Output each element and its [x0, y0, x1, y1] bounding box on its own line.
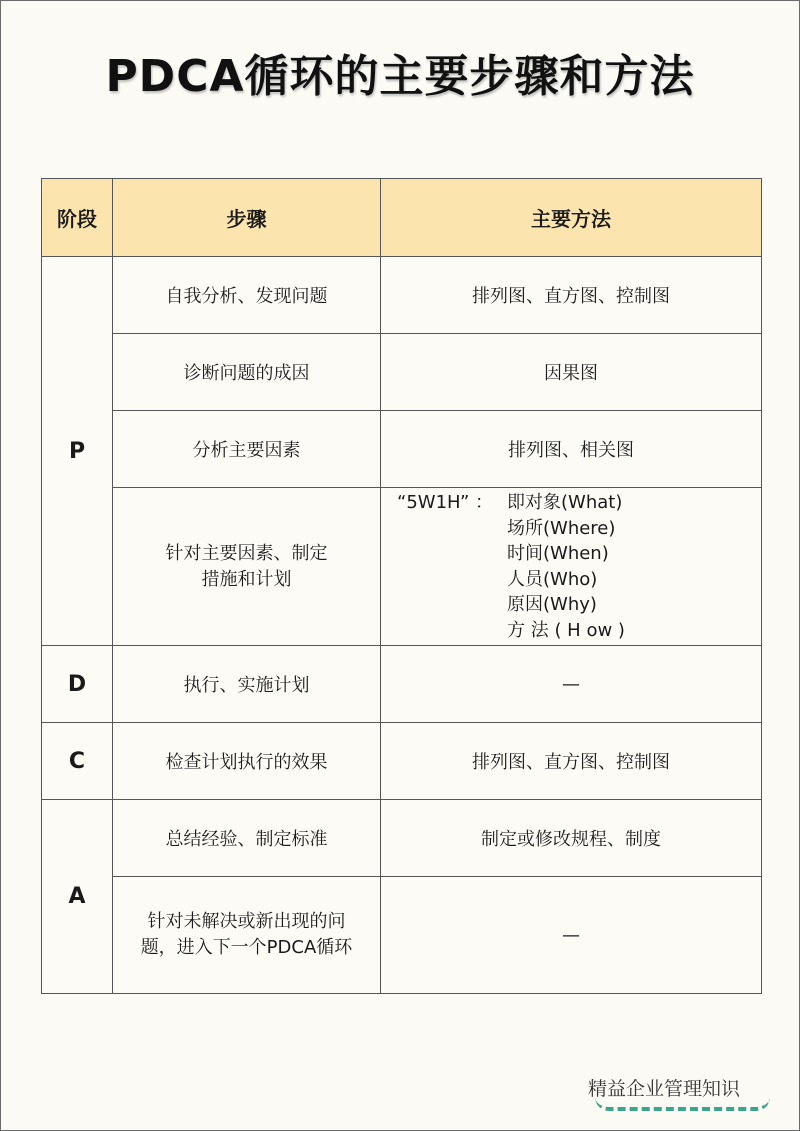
stage-cell-d: D [42, 646, 113, 723]
stage-cell-a: A [42, 800, 113, 994]
table-row [42, 723, 762, 800]
5w1h-item: 时间(When) [507, 543, 609, 564]
step-cell: 总结经验、制定标准 [113, 800, 381, 877]
watermark-decoration [595, 1097, 770, 1111]
table-row [42, 877, 762, 994]
step-cell: 诊断问题的成因 [113, 334, 381, 411]
method-cell: 因果图 [381, 334, 762, 411]
header-method: 主要方法 [381, 179, 762, 257]
stage-cell-c: C [42, 723, 113, 800]
step-cell: 自我分析、发现问题 [113, 257, 381, 334]
pdca-table [41, 178, 762, 994]
5w1h-item: 原因(Why) [507, 594, 597, 615]
step-cell: 分析主要因素 [113, 411, 381, 488]
page-title: PDCA循环的主要步骤和方法 [105, 51, 695, 102]
table-row [42, 411, 762, 488]
step-cell: 执行、实施计划 [113, 646, 381, 723]
watermark: 精益企业管理知识 [588, 1078, 741, 1100]
header-step: 步骤 [113, 179, 381, 257]
5w1h-item: 方 法 ( H ow ) [507, 619, 625, 641]
table-header-row [42, 179, 762, 257]
5w1h-item: 即对象(What) [507, 492, 623, 513]
table-row [42, 646, 762, 723]
stage-cell-p: P [42, 257, 113, 646]
method-cell-5w1h [381, 488, 762, 646]
5w1h-item: 人员(Who) [507, 568, 598, 590]
step-line: 题，进入下一个PDCA循环 [140, 937, 353, 958]
table-row [42, 334, 762, 411]
method-cell: — [381, 877, 762, 994]
step-line: 针对未解决或新出现的问 [147, 911, 346, 932]
method-cell: — [381, 646, 762, 723]
5w1h-item: 场所(Where) [507, 517, 616, 539]
step-line: 措施和计划 [201, 568, 292, 590]
step-cell [113, 877, 381, 994]
step-line: 针对主要因素、制定 [165, 542, 328, 564]
table-row [42, 800, 762, 877]
step-cell [113, 488, 381, 646]
method-cell: 制定或修改规程、制度 [381, 800, 762, 877]
table-row [42, 257, 762, 334]
table-row [42, 488, 762, 646]
method-cell: 排列图、直方图、控制图 [381, 257, 762, 334]
method-cell: 排列图、直方图、控制图 [381, 723, 762, 800]
step-cell: 检查计划执行的效果 [113, 723, 381, 800]
5w1h-label: “5W1H” ： [397, 492, 494, 513]
header-stage: 阶段 [42, 179, 113, 257]
method-cell: 排列图、相关图 [381, 411, 762, 488]
